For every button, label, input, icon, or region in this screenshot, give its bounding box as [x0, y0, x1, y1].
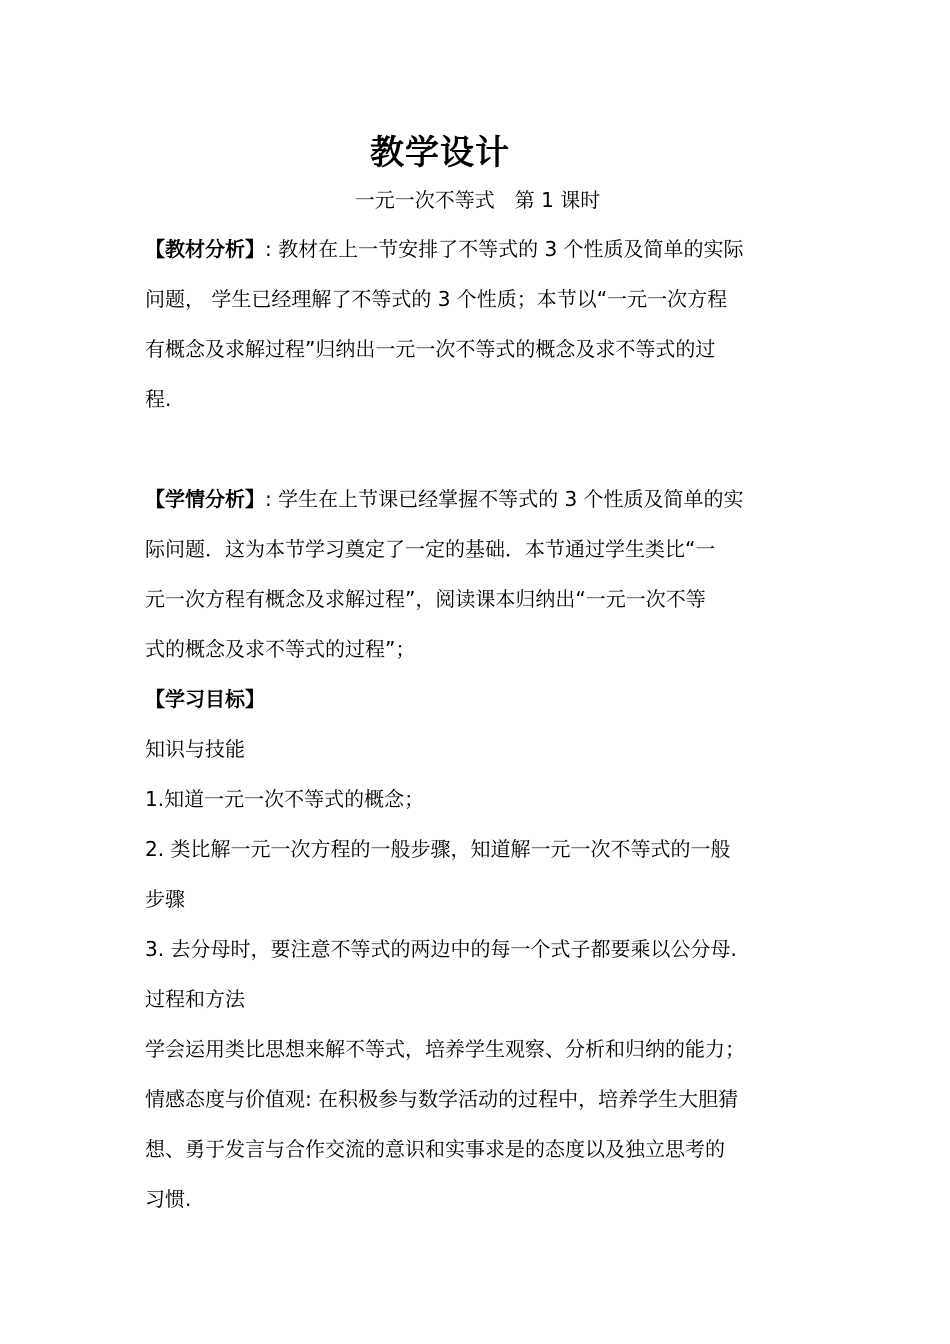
page-title: 教学设计 — [370, 133, 510, 173]
student-analysis-heading: 【学情分析】 — [145, 487, 265, 511]
learning-goals-section — [145, 674, 809, 1224]
student-analysis-section — [145, 474, 809, 674]
page-subtitle: 一元一次不等式 第 1 课时 — [354, 188, 601, 212]
goal-item-2-cont: 步骤 — [145, 887, 185, 911]
emotion-values-text: 情感态度与价值观: 在积极参与数学活动的过程中，培养学生大胆猜 — [145, 1087, 739, 1111]
emotion-values-text: 习惯. — [145, 1187, 192, 1211]
material-analysis-line — [145, 224, 809, 274]
material-analysis-text: 程. — [145, 387, 172, 411]
goal-item-2: 2. 类比解一元一次方程的一般步骤，知道解一元一次不等式的一般 — [145, 837, 731, 861]
student-analysis-text: 际问题．这为本节学习奠定了一定的基础．本节通过学生类比“一 — [145, 537, 716, 561]
goal-item-1: 1.知道一元一次不等式的概念； — [145, 787, 425, 811]
material-analysis-text: 有概念及求解过程”归纳出一元一次不等式的概念及求不等式的过 — [145, 337, 716, 361]
student-analysis-text: 元一次方程有概念及求解过程”，阅读课本归纳出“一元一次不等 — [145, 587, 706, 611]
material-analysis-text: : 教材在上一节安排了不等式的 3 个性质及简单的实际 — [265, 237, 744, 261]
material-analysis-text: 问题， 学生已经理解了不等式的 3 个性质；本节以“一元一次方程 — [145, 287, 728, 311]
student-analysis-line — [145, 474, 809, 524]
learning-goals-heading: 【学习目标】 — [145, 687, 265, 711]
material-analysis-section — [145, 224, 809, 424]
material-analysis-heading: 【教材分析】 — [145, 237, 265, 261]
process-method-text: 学会运用类比思想来解不等式，培养学生观察、分析和归纳的能力； — [145, 1037, 745, 1061]
student-analysis-text: 式的概念及求不等式的过程”； — [145, 637, 416, 661]
process-method-heading: 过程和方法 — [145, 987, 245, 1011]
goal-item-3: 3. 去分母时，要注意不等式的两边中的每一个式子都要乘以公分母. — [145, 937, 737, 961]
emotion-values-text: 想、勇于发言与合作交流的意识和实事求是的态度以及独立思考的 — [145, 1137, 725, 1161]
student-analysis-text: : 学生在上节课已经掌握不等式的 3 个性质及简单的实 — [265, 487, 744, 511]
knowledge-skills-heading: 知识与技能 — [145, 737, 245, 761]
